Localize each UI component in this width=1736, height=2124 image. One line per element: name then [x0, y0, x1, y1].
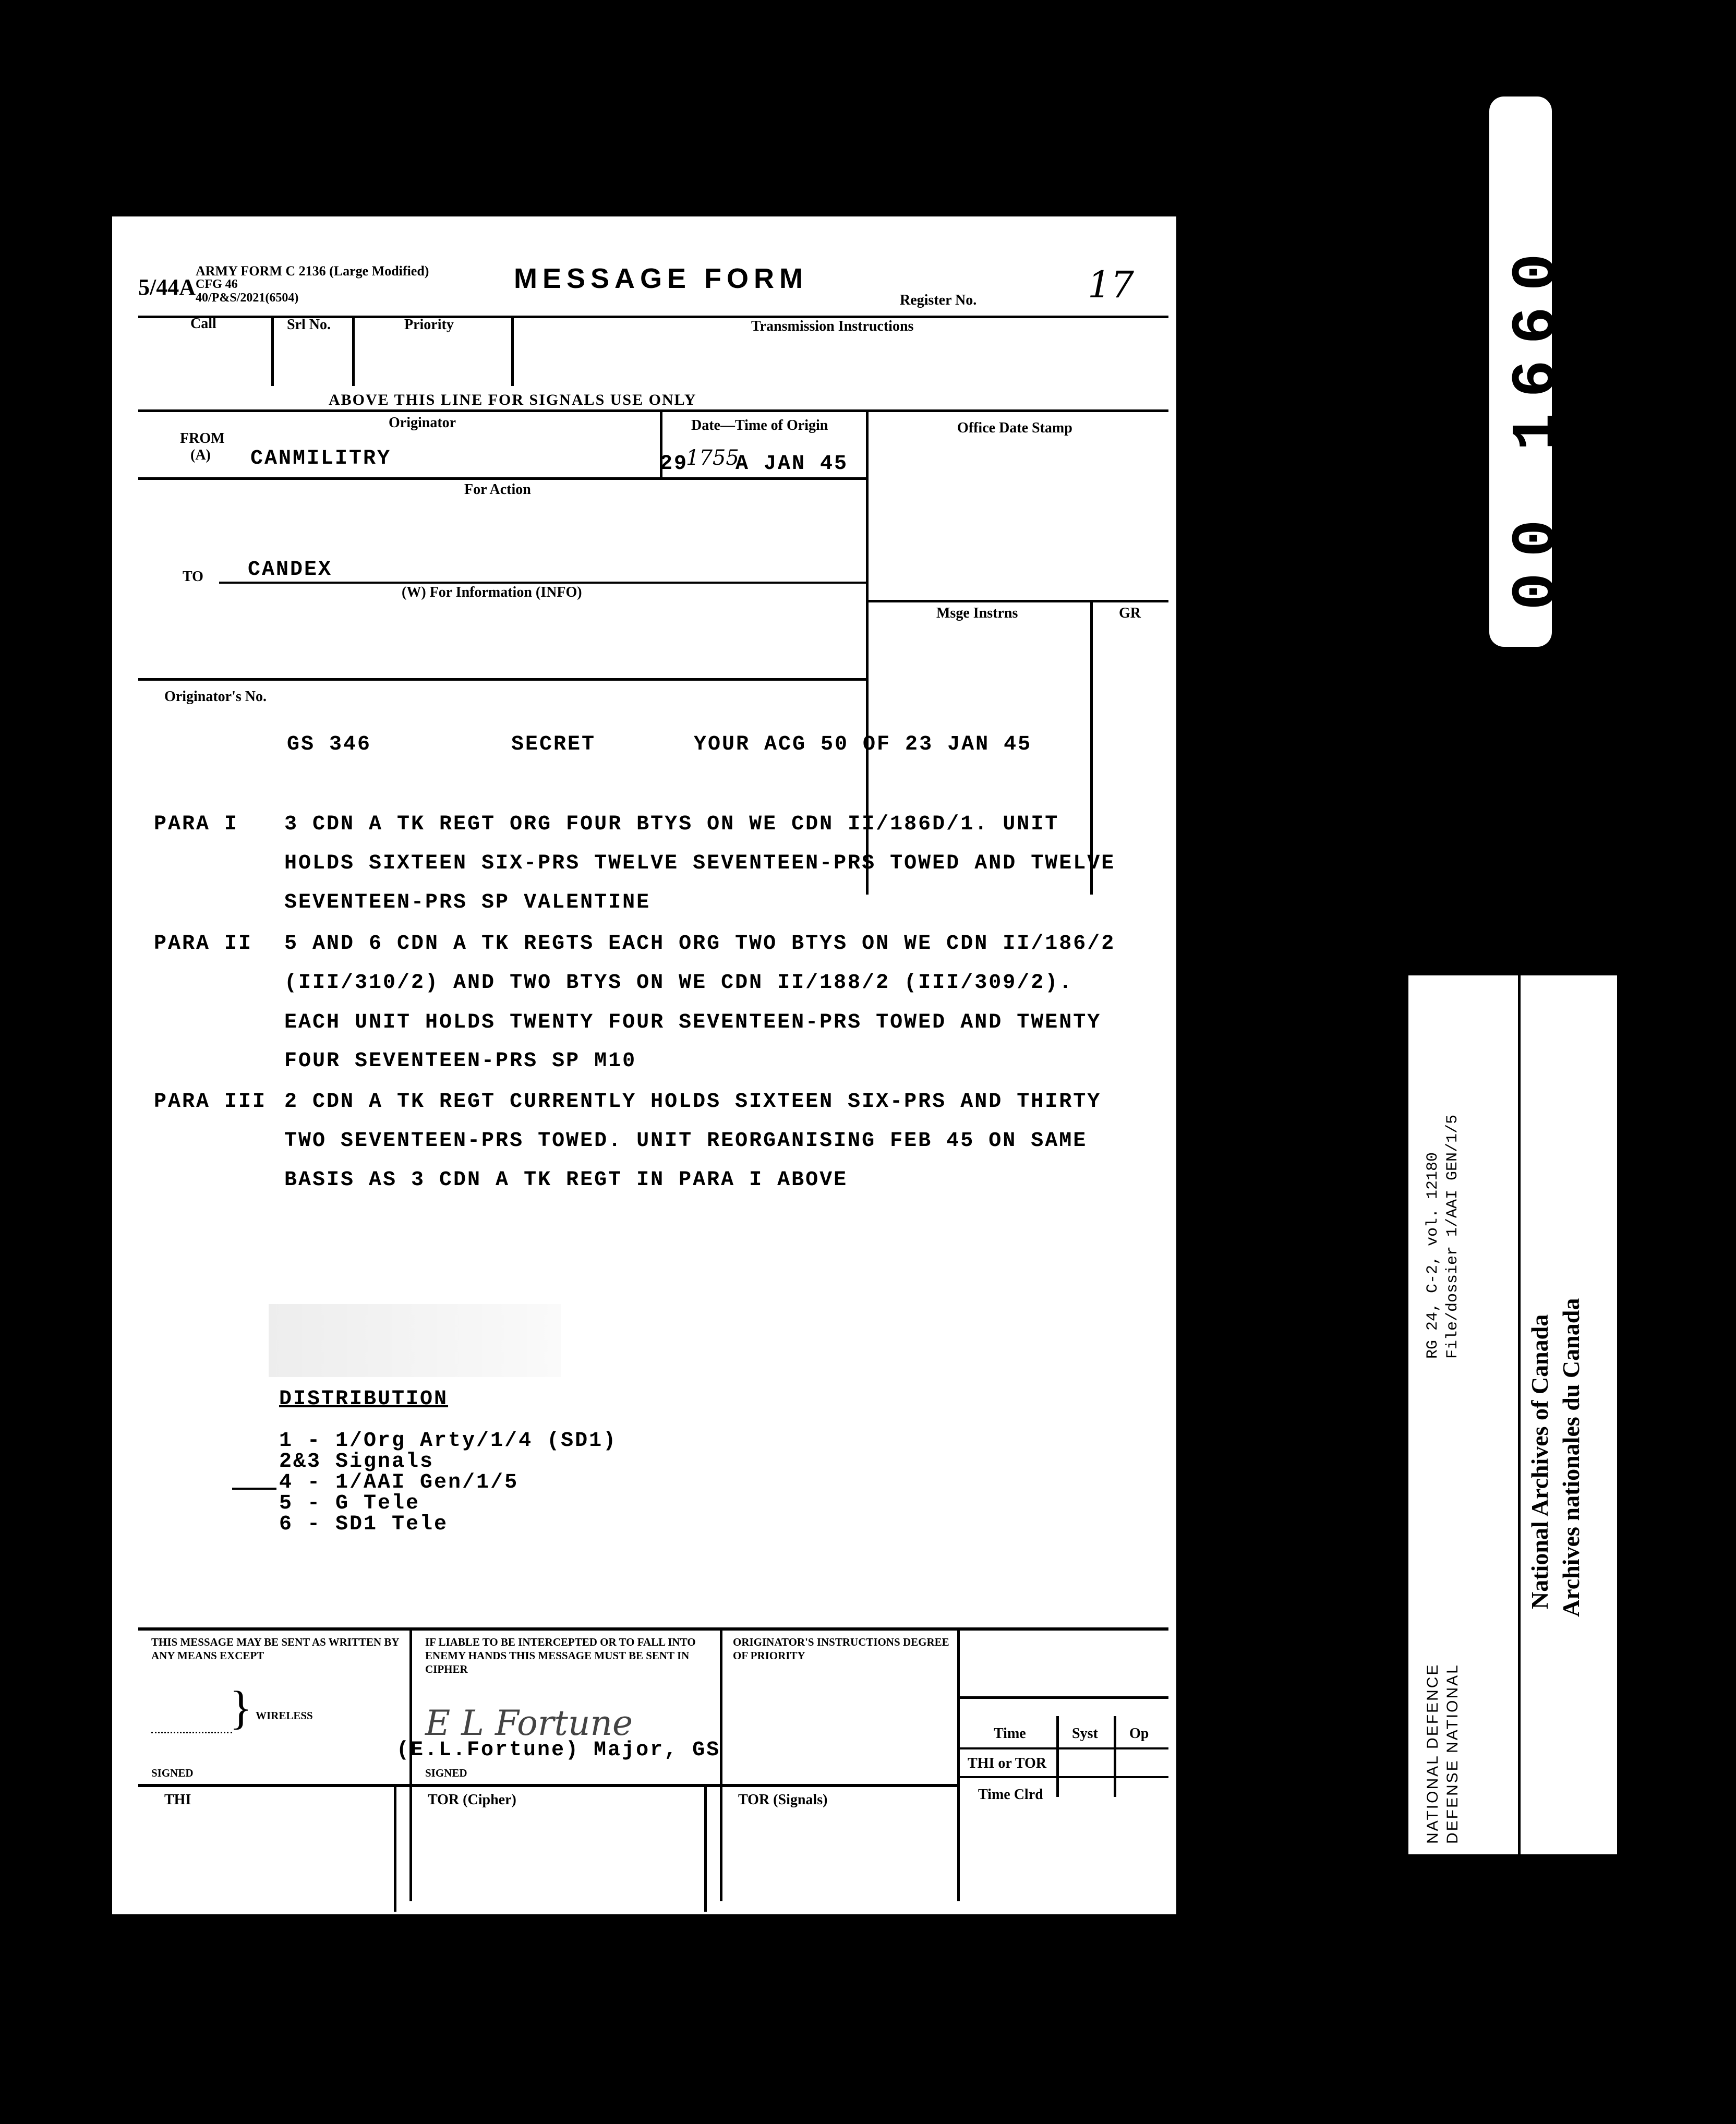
para-line: EACH UNIT HOLDS TWENTY FOUR SEVENTEEN-PRS TOWED AND TWENTY	[284, 1011, 1102, 1034]
from-sub-label: (A)	[190, 447, 211, 463]
distribution-item: 1 - 1/Org Arty/1/4 (SD1)	[279, 1429, 618, 1453]
from-value: CANMILITRY	[250, 447, 392, 470]
wireless-label: WIRELESS	[256, 1709, 313, 1722]
signals-rule	[138, 409, 1168, 412]
distribution-title: DISTRIBUTION	[279, 1387, 449, 1411]
transmission-instructions-label: Transmission Instructions	[751, 318, 914, 334]
divider	[1090, 600, 1093, 895]
to-rule	[219, 582, 869, 584]
register-no-label: Register No.	[900, 292, 977, 308]
para-label: PARA I	[154, 813, 239, 836]
srl-no-label: Srl No.	[287, 317, 331, 333]
dto-time: 1755	[686, 446, 739, 470]
thi-tor-label: THI or TOR	[968, 1755, 1046, 1771]
para-line: (III/310/2) AND TWO BTYS ON WE CDN II/188/2 (III/309/2).	[284, 971, 1074, 995]
register-no-value: 17	[1088, 263, 1135, 306]
time-clrd-label: Time Clrd	[978, 1787, 1043, 1803]
message-form-paper	[112, 216, 1176, 1914]
defence-line2: DEFENSE NATIONAL	[1444, 1663, 1461, 1844]
syst-label: Syst	[1072, 1725, 1098, 1742]
divider	[352, 318, 355, 386]
distribution-item: 4 - 1/AAI Gen/1/5	[279, 1471, 519, 1494]
para-line: 5 AND 6 CDN A TK REGTS EACH ORG TWO BTYS ON WE CDN II/186/2	[284, 932, 1116, 956]
info-rule	[138, 678, 869, 681]
message-your-ref: YOUR ACG 50 OF 23 JAN 45	[694, 733, 1032, 756]
distribution-item: 2&3 Signals	[279, 1450, 435, 1474]
tor-cipher-label: TOR (Cipher)	[428, 1792, 516, 1808]
op-label: Op	[1129, 1725, 1149, 1742]
archive-reference-line1: RG 24, C-2, vol. 12180	[1424, 1152, 1442, 1359]
means-blank	[151, 1732, 232, 1733]
msge-rule	[866, 600, 1168, 602]
print-code: 40/P&S/2021(6504)	[196, 291, 299, 305]
tor-signals-label: TOR (Signals)	[738, 1792, 828, 1808]
signed-label: SIGNED	[151, 1767, 194, 1779]
msge-instrns-label: Msge Instrns	[936, 605, 1018, 621]
cfg-label: CFG 46	[196, 277, 238, 291]
faded-stamp	[269, 1304, 561, 1377]
footer-lower-rule	[138, 1784, 957, 1787]
sent-as-written-note: THIS MESSAGE MAY BE SENT AS WRITTEN BY ANY MEANS EXCEPT	[151, 1636, 399, 1662]
archives-name-fr: Archives nationales du Canada	[1558, 1298, 1584, 1617]
message-classification: SECRET	[511, 733, 596, 756]
form-code: 5/44A	[138, 274, 196, 300]
divider	[511, 318, 514, 386]
time-grid-rule	[957, 1776, 1168, 1778]
priority-label: Priority	[404, 317, 454, 333]
from-rule	[138, 477, 869, 480]
for-action-label: For Action	[464, 481, 531, 498]
divider	[720, 1630, 722, 1901]
originator-instructions: ORIGINATOR'S INSTRUCTIONS DEGREE OF PRIORITY	[733, 1636, 949, 1662]
frame-number: 00 1660	[1502, 237, 1573, 610]
para-line: FOUR SEVENTEEN-PRS SP M10	[284, 1049, 637, 1073]
para-line: BASIS AS 3 CDN A TK REGT IN PARA I ABOVE	[284, 1168, 848, 1192]
originator-label: Originator	[389, 415, 456, 431]
time-label: Time	[994, 1725, 1026, 1742]
archives-name-en: National Archives of Canada	[1526, 1314, 1553, 1609]
signature: E L Fortune	[425, 1703, 633, 1743]
para-label: PARA II	[154, 932, 253, 956]
office-date-stamp-label: Office Date Stamp	[957, 420, 1072, 436]
distribution-marker	[232, 1488, 276, 1490]
distribution-item: 6 - SD1 Tele	[279, 1513, 449, 1536]
to-label: TO	[183, 569, 203, 585]
defence-line1: NATIONAL DEFENCE	[1424, 1663, 1441, 1844]
footer-rule	[138, 1627, 1168, 1631]
signals-use-only: ABOVE THIS LINE FOR SIGNALS USE ONLY	[329, 391, 697, 408]
thi-label: THI	[164, 1792, 191, 1808]
gr-label: GR	[1119, 605, 1141, 621]
date-time-origin-label: Date—Time of Origin	[691, 417, 828, 433]
cipher-note: IF LIABLE TO BE INTERCEPTED OR TO FALL INTO ENEMY HANDS THIS MESSAGE MUST BE SENT IN CIPHER	[425, 1636, 696, 1675]
time-grid-rule	[957, 1747, 1168, 1749]
form-title: MESSAGE FORM	[514, 263, 809, 294]
originators-no-label: Originator's No.	[164, 689, 267, 705]
divider	[1114, 1716, 1116, 1797]
divider	[704, 1787, 707, 1912]
divider	[957, 1630, 960, 1901]
distribution-item: 5 - G Tele	[279, 1492, 420, 1515]
para-line: SEVENTEEN-PRS SP VALENTINE	[284, 891, 651, 914]
signed-label: SIGNED	[425, 1767, 467, 1779]
exception-brace: }	[230, 1682, 252, 1734]
divider	[409, 1630, 412, 1901]
para-line: 2 CDN A TK REGT CURRENTLY HOLDS SIXTEEN SIX-PRS AND THIRTY	[284, 1090, 1102, 1114]
divider	[1056, 1716, 1059, 1797]
para-line: HOLDS SIXTEEN SIX-PRS TWELVE SEVENTEEN-PRS TOWED AND TWELVE	[284, 852, 1116, 875]
para-line: TWO SEVENTEEN-PRS TOWED. UNIT REORGANISING FEB 45 ON SAME	[284, 1129, 1088, 1153]
call-label: Call	[190, 316, 216, 332]
from-label: FROM	[180, 430, 225, 446]
dto-rest: A JAN 45	[736, 452, 849, 476]
army-form-label: ARMY FORM C 2136 (Large Modified)	[196, 263, 429, 279]
info-label: (W) For Information (INFO)	[402, 584, 582, 600]
para-label: PARA III	[154, 1090, 267, 1114]
archive-reference-line2: File/dossier 1/AAI GEN/1/5	[1444, 1114, 1462, 1359]
to-value: CANDEX	[248, 558, 333, 582]
dto-day: 29	[660, 452, 689, 476]
divider	[394, 1787, 396, 1912]
signed-name: (E.L.Fortune) Major, GS	[396, 1739, 721, 1762]
para-line: 3 CDN A TK REGT ORG FOUR BTYS ON WE CDN II/186D/1. UNIT	[284, 813, 1059, 836]
message-ref: GS 346	[287, 733, 372, 756]
divider	[271, 318, 274, 386]
time-grid-rule	[957, 1696, 1168, 1699]
